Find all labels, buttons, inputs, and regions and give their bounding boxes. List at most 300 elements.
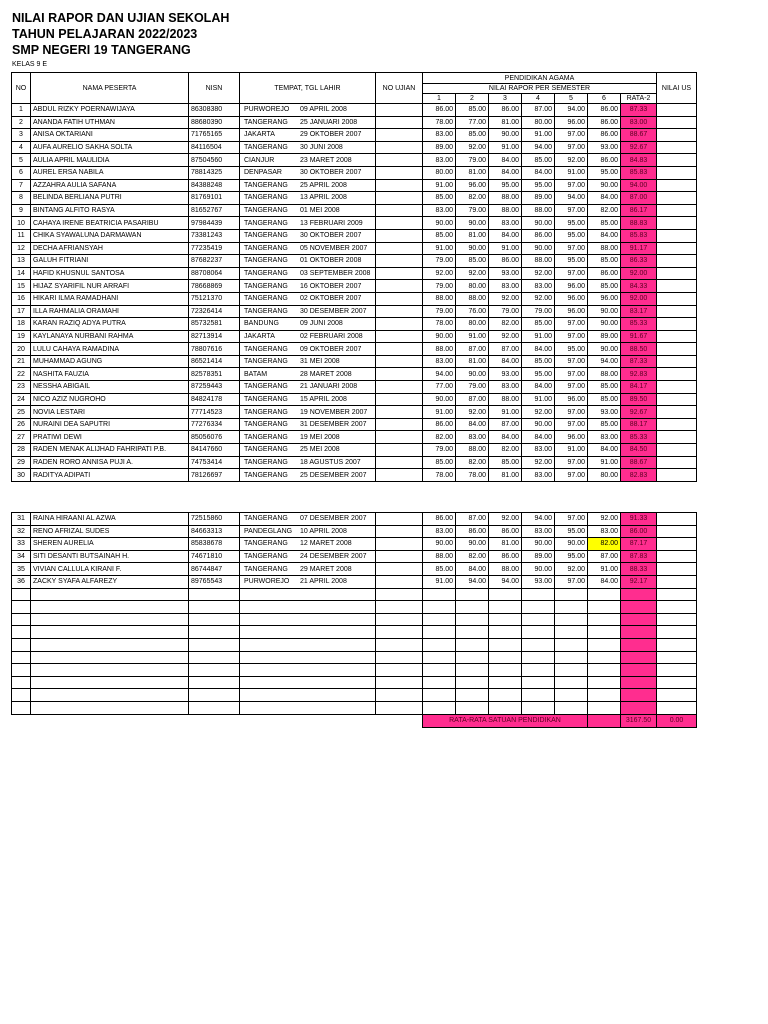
empty-cell[interactable] <box>423 676 456 689</box>
cell-nama[interactable]: ABDUL RIZKY POERNAWIJAYA <box>31 104 189 117</box>
cell-tempat-tgl-lahir[interactable] <box>240 192 376 205</box>
cell-tempat-tgl-lahir[interactable] <box>240 229 376 242</box>
cell-nilai-us[interactable] <box>657 355 697 368</box>
cell-nama[interactable]: SHEREN AURELIA <box>31 538 189 551</box>
cell-no[interactable]: 31 <box>12 513 31 526</box>
empty-cell[interactable] <box>12 601 31 614</box>
cell-nama[interactable]: LULU CAHAYA RAMADINA <box>31 343 189 356</box>
cell-semester-3[interactable]: 93.00 <box>489 267 522 280</box>
empty-cell[interactable] <box>588 626 621 639</box>
cell-no[interactable]: 26 <box>12 418 31 431</box>
cell-semester-5[interactable]: 96.00 <box>555 305 588 318</box>
cell-semester-4[interactable]: 84.00 <box>522 166 555 179</box>
cell-semester-3[interactable]: 87.00 <box>489 343 522 356</box>
cell-nisn[interactable]: 82713914 <box>189 330 240 343</box>
empty-cell[interactable] <box>522 701 555 714</box>
cell-nama[interactable]: BINTANG ALFITO RASYA <box>31 204 189 217</box>
empty-cell[interactable] <box>522 588 555 601</box>
cell-nama[interactable]: RADITYA ADIPATI <box>31 469 189 482</box>
cell-nisn[interactable]: 77714523 <box>189 406 240 419</box>
cell-rata[interactable]: 92.00 <box>621 267 657 280</box>
empty-cell[interactable] <box>621 601 657 614</box>
cell-semester-3[interactable]: 84.00 <box>489 229 522 242</box>
cell-semester-4[interactable]: 85.00 <box>522 355 555 368</box>
empty-cell[interactable] <box>189 701 240 714</box>
cell-nama[interactable]: NESSHA ABIGAIL <box>31 381 189 394</box>
cell-nisn[interactable]: 75121370 <box>189 292 240 305</box>
cell-no-ujian[interactable] <box>376 431 423 444</box>
cell-no-ujian[interactable] <box>376 141 423 154</box>
cell-semester-6[interactable]: 84.00 <box>588 229 621 242</box>
cell-tempat-tgl-lahir[interactable] <box>240 381 376 394</box>
cell-semester-1[interactable]: 92.00 <box>423 267 456 280</box>
cell-nisn[interactable]: 72326414 <box>189 305 240 318</box>
cell-no[interactable]: 32 <box>12 525 31 538</box>
cell-no-ujian[interactable] <box>376 456 423 469</box>
cell-semester-1[interactable]: 91.00 <box>423 575 456 588</box>
cell-tempat-tgl-lahir[interactable] <box>240 456 376 469</box>
cell-no[interactable]: 36 <box>12 575 31 588</box>
empty-cell[interactable] <box>522 676 555 689</box>
empty-cell[interactable] <box>240 626 376 639</box>
cell-nilai-us[interactable] <box>657 406 697 419</box>
cell-semester-1[interactable]: 83.00 <box>423 355 456 368</box>
cell-no-ujian[interactable] <box>376 563 423 576</box>
cell-semester-3[interactable]: 86.00 <box>489 525 522 538</box>
cell-semester-6[interactable]: 92.00 <box>588 513 621 526</box>
cell-tempat-tgl-lahir[interactable] <box>240 292 376 305</box>
cell-no[interactable]: 5 <box>12 154 31 167</box>
cell-tempat-tgl-lahir[interactable] <box>240 444 376 457</box>
cell-no[interactable]: 7 <box>12 179 31 192</box>
cell-no[interactable]: 24 <box>12 393 31 406</box>
cell-no-ujian[interactable] <box>376 280 423 293</box>
cell-semester-2[interactable]: 90.00 <box>456 368 489 381</box>
cell-rata[interactable]: 92.00 <box>621 292 657 305</box>
empty-cell[interactable] <box>456 588 489 601</box>
empty-cell[interactable] <box>189 613 240 626</box>
cell-tempat-tgl-lahir[interactable] <box>240 166 376 179</box>
cell-semester-2[interactable]: 87.00 <box>456 343 489 356</box>
cell-nisn[interactable]: 84663313 <box>189 525 240 538</box>
cell-semester-3[interactable]: 83.00 <box>489 217 522 230</box>
empty-cell[interactable] <box>555 676 588 689</box>
empty-cell[interactable] <box>376 689 423 702</box>
cell-semester-2[interactable]: 82.00 <box>456 192 489 205</box>
cell-semester-3[interactable]: 84.00 <box>489 154 522 167</box>
cell-semester-3[interactable]: 81.00 <box>489 469 522 482</box>
cell-no-ujian[interactable] <box>376 538 423 551</box>
cell-nilai-us[interactable] <box>657 513 697 526</box>
empty-cell[interactable] <box>240 613 376 626</box>
cell-nisn[interactable]: 86521414 <box>189 355 240 368</box>
cell-nisn[interactable]: 85732581 <box>189 318 240 331</box>
empty-cell[interactable] <box>423 613 456 626</box>
cell-semester-5[interactable]: 96.00 <box>555 431 588 444</box>
cell-nama[interactable]: RAINA HIRAANI AL AZWA <box>31 513 189 526</box>
cell-no-ujian[interactable] <box>376 292 423 305</box>
cell-nilai-us[interactable] <box>657 368 697 381</box>
cell-semester-6[interactable]: 95.00 <box>588 166 621 179</box>
cell-nama[interactable]: AZZAHRA AULIA SAFANA <box>31 179 189 192</box>
cell-no-ujian[interactable] <box>376 368 423 381</box>
cell-no-ujian[interactable] <box>376 129 423 142</box>
cell-semester-6[interactable]: 85.00 <box>588 418 621 431</box>
cell-semester-2[interactable]: 83.00 <box>456 431 489 444</box>
empty-cell[interactable] <box>376 601 423 614</box>
cell-nilai-us[interactable] <box>657 305 697 318</box>
cell-semester-3[interactable]: 95.00 <box>489 179 522 192</box>
cell-nilai-us[interactable] <box>657 343 697 356</box>
empty-cell[interactable] <box>522 638 555 651</box>
empty-cell[interactable] <box>588 588 621 601</box>
cell-no-ujian[interactable] <box>376 418 423 431</box>
cell-no[interactable]: 30 <box>12 469 31 482</box>
empty-cell[interactable] <box>657 626 697 639</box>
cell-nilai-us[interactable] <box>657 141 697 154</box>
cell-semester-2[interactable]: 85.00 <box>456 104 489 117</box>
empty-cell[interactable] <box>240 588 376 601</box>
cell-semester-3[interactable]: 83.00 <box>489 280 522 293</box>
empty-cell[interactable] <box>588 664 621 677</box>
cell-tempat-tgl-lahir[interactable] <box>240 204 376 217</box>
cell-nama[interactable]: NURAINI DEA SAPUTRI <box>31 418 189 431</box>
empty-cell[interactable] <box>240 701 376 714</box>
cell-nisn[interactable]: 88708064 <box>189 267 240 280</box>
cell-semester-5[interactable]: 97.00 <box>555 456 588 469</box>
cell-no[interactable]: 6 <box>12 166 31 179</box>
cell-nisn[interactable]: 78126697 <box>189 469 240 482</box>
cell-semester-4[interactable]: 84.00 <box>522 431 555 444</box>
cell-semester-1[interactable]: 89.00 <box>423 141 456 154</box>
empty-cell[interactable] <box>189 601 240 614</box>
empty-cell[interactable] <box>240 664 376 677</box>
cell-semester-4[interactable]: 85.00 <box>522 154 555 167</box>
cell-semester-6[interactable]: 90.00 <box>588 179 621 192</box>
cell-semester-6[interactable]: 80.00 <box>588 469 621 482</box>
cell-no-ujian[interactable] <box>376 255 423 268</box>
cell-semester-1[interactable]: 91.00 <box>423 406 456 419</box>
empty-cell[interactable] <box>456 638 489 651</box>
cell-no-ujian[interactable] <box>376 550 423 563</box>
cell-semester-6[interactable]: 83.00 <box>588 525 621 538</box>
cell-semester-3[interactable]: 83.00 <box>489 381 522 394</box>
empty-cell[interactable] <box>456 689 489 702</box>
cell-tempat-tgl-lahir[interactable] <box>240 141 376 154</box>
cell-nilai-us[interactable] <box>657 229 697 242</box>
cell-nisn[interactable]: 78668869 <box>189 280 240 293</box>
cell-semester-5[interactable]: 97.00 <box>555 267 588 280</box>
cell-semester-6[interactable]: 84.00 <box>588 575 621 588</box>
cell-no[interactable]: 8 <box>12 192 31 205</box>
cell-semester-4[interactable]: 83.00 <box>522 444 555 457</box>
cell-no-ujian[interactable] <box>376 267 423 280</box>
cell-tempat-tgl-lahir[interactable] <box>240 368 376 381</box>
cell-nisn[interactable]: 88680390 <box>189 116 240 129</box>
empty-cell[interactable] <box>376 664 423 677</box>
cell-semester-2[interactable]: 92.00 <box>456 141 489 154</box>
cell-nilai-us[interactable] <box>657 242 697 255</box>
cell-no-ujian[interactable] <box>376 525 423 538</box>
cell-semester-4[interactable]: 85.00 <box>522 318 555 331</box>
empty-cell[interactable] <box>189 638 240 651</box>
empty-cell[interactable] <box>12 676 31 689</box>
cell-semester-4[interactable]: 90.00 <box>522 418 555 431</box>
cell-semester-5[interactable]: 97.00 <box>555 242 588 255</box>
cell-semester-1[interactable]: 83.00 <box>423 154 456 167</box>
cell-nama[interactable]: ANANDA FATIH UTHMAN <box>31 116 189 129</box>
empty-cell[interactable] <box>189 588 240 601</box>
empty-cell[interactable] <box>456 626 489 639</box>
cell-nilai-us[interactable] <box>657 393 697 406</box>
cell-rata[interactable]: 92.67 <box>621 141 657 154</box>
cell-tempat-tgl-lahir[interactable] <box>240 255 376 268</box>
cell-no-ujian[interactable] <box>376 355 423 368</box>
empty-cell[interactable] <box>376 588 423 601</box>
cell-semester-4[interactable]: 90.00 <box>522 217 555 230</box>
cell-semester-6[interactable]: 82.00 <box>588 204 621 217</box>
cell-semester-2[interactable]: 96.00 <box>456 179 489 192</box>
cell-nisn[interactable]: 78807616 <box>189 343 240 356</box>
cell-nama[interactable]: HIKARI ILMA RAMADHANI <box>31 292 189 305</box>
cell-nama[interactable]: ZACKY SYAFA ALFAREZY <box>31 575 189 588</box>
cell-no[interactable]: 33 <box>12 538 31 551</box>
cell-semester-2[interactable]: 81.00 <box>456 229 489 242</box>
cell-semester-1[interactable]: 82.00 <box>423 431 456 444</box>
empty-cell[interactable] <box>588 689 621 702</box>
cell-semester-3[interactable]: 86.00 <box>489 104 522 117</box>
cell-semester-3[interactable]: 88.00 <box>489 563 522 576</box>
cell-nama[interactable]: HIJAZ SYARIFIL NUR ARRAFI <box>31 280 189 293</box>
cell-semester-1[interactable]: 86.00 <box>423 513 456 526</box>
cell-semester-2[interactable]: 77.00 <box>456 116 489 129</box>
cell-semester-5[interactable]: 97.00 <box>555 204 588 217</box>
empty-cell[interactable] <box>489 676 522 689</box>
cell-nisn[interactable]: 73381243 <box>189 229 240 242</box>
empty-cell[interactable] <box>189 651 240 664</box>
cell-no-ujian[interactable] <box>376 575 423 588</box>
cell-nisn[interactable]: 85056076 <box>189 431 240 444</box>
cell-semester-5[interactable]: 95.00 <box>555 255 588 268</box>
cell-tempat-tgl-lahir[interactable] <box>240 431 376 444</box>
cell-semester-1[interactable]: 86.00 <box>423 104 456 117</box>
cell-no[interactable]: 18 <box>12 318 31 331</box>
cell-semester-5[interactable]: 97.00 <box>555 575 588 588</box>
empty-cell[interactable] <box>456 676 489 689</box>
empty-cell[interactable] <box>240 638 376 651</box>
cell-nisn[interactable]: 77276334 <box>189 418 240 431</box>
cell-semester-5[interactable]: 91.00 <box>555 444 588 457</box>
cell-tempat-tgl-lahir[interactable] <box>240 179 376 192</box>
empty-cell[interactable] <box>621 613 657 626</box>
cell-nilai-us[interactable] <box>657 255 697 268</box>
empty-cell[interactable] <box>555 626 588 639</box>
cell-semester-2[interactable]: 87.00 <box>456 513 489 526</box>
cell-tempat-tgl-lahir[interactable] <box>240 406 376 419</box>
cell-nama[interactable]: AUREL ERSA NABILA <box>31 166 189 179</box>
cell-nisn[interactable]: 77235419 <box>189 242 240 255</box>
empty-cell[interactable] <box>555 613 588 626</box>
cell-no[interactable]: 11 <box>12 229 31 242</box>
cell-semester-3[interactable]: 91.00 <box>489 141 522 154</box>
empty-cell[interactable] <box>240 651 376 664</box>
cell-semester-3[interactable]: 87.00 <box>489 418 522 431</box>
cell-semester-5[interactable]: 95.00 <box>555 525 588 538</box>
cell-nilai-us[interactable] <box>657 330 697 343</box>
empty-cell[interactable] <box>621 588 657 601</box>
cell-rata[interactable]: 85.83 <box>621 166 657 179</box>
empty-cell[interactable] <box>522 689 555 702</box>
summary-total[interactable]: 3167.50 <box>621 714 657 727</box>
empty-cell[interactable] <box>489 588 522 601</box>
cell-rata[interactable]: 85.83 <box>621 229 657 242</box>
cell-semester-1[interactable]: 90.00 <box>423 393 456 406</box>
cell-tempat-tgl-lahir[interactable] <box>240 355 376 368</box>
cell-semester-4[interactable]: 94.00 <box>522 141 555 154</box>
cell-semester-2[interactable]: 82.00 <box>456 550 489 563</box>
cell-no-ujian[interactable] <box>376 318 423 331</box>
cell-rata[interactable]: 91.33 <box>621 513 657 526</box>
cell-nama[interactable]: PRATIWI DEWI <box>31 431 189 444</box>
cell-no-ujian[interactable] <box>376 444 423 457</box>
cell-semester-2[interactable]: 90.00 <box>456 217 489 230</box>
cell-nama[interactable]: SITI DESANTI BUTSAINAH H. <box>31 550 189 563</box>
cell-semester-6[interactable]: 85.00 <box>588 217 621 230</box>
cell-semester-6[interactable]: 85.00 <box>588 280 621 293</box>
empty-cell[interactable] <box>31 601 189 614</box>
cell-no-ujian[interactable] <box>376 305 423 318</box>
empty-cell[interactable] <box>489 626 522 639</box>
cell-rata[interactable]: 88.67 <box>621 129 657 142</box>
cell-rata[interactable]: 88.17 <box>621 418 657 431</box>
cell-rata[interactable]: 88.83 <box>621 217 657 230</box>
empty-cell[interactable] <box>12 651 31 664</box>
cell-semester-6[interactable]: 86.00 <box>588 129 621 142</box>
cell-rata[interactable]: 87.33 <box>621 104 657 117</box>
cell-nama[interactable]: KAYLANAYA NURBANI RAHMA <box>31 330 189 343</box>
cell-rata[interactable]: 86.00 <box>621 525 657 538</box>
cell-semester-1[interactable]: 83.00 <box>423 129 456 142</box>
empty-cell[interactable] <box>376 626 423 639</box>
cell-nisn[interactable]: 82578351 <box>189 368 240 381</box>
cell-semester-3[interactable]: 85.00 <box>489 456 522 469</box>
empty-cell[interactable] <box>12 638 31 651</box>
empty-cell[interactable] <box>189 689 240 702</box>
cell-nama[interactable]: AULIA APRIL MAULIDIA <box>31 154 189 167</box>
cell-semester-1[interactable]: 79.00 <box>423 305 456 318</box>
cell-nilai-us[interactable] <box>657 217 697 230</box>
cell-nama[interactable]: RADEN RORO ANNISA PUJI A. <box>31 456 189 469</box>
cell-semester-3[interactable]: 79.00 <box>489 305 522 318</box>
cell-semester-5[interactable]: 97.00 <box>555 368 588 381</box>
cell-semester-5[interactable]: 95.00 <box>555 343 588 356</box>
cell-nilai-us[interactable] <box>657 431 697 444</box>
cell-semester-2[interactable]: 85.00 <box>456 129 489 142</box>
cell-no[interactable]: 2 <box>12 116 31 129</box>
cell-rata[interactable]: 86.33 <box>621 255 657 268</box>
cell-no[interactable]: 16 <box>12 292 31 305</box>
cell-tempat-tgl-lahir[interactable] <box>240 343 376 356</box>
cell-semester-4[interactable]: 87.00 <box>522 104 555 117</box>
cell-nama[interactable]: GALUH FITRIANI <box>31 255 189 268</box>
cell-semester-3[interactable]: 82.00 <box>489 444 522 457</box>
empty-cell[interactable] <box>657 638 697 651</box>
cell-semester-1[interactable]: 90.00 <box>423 330 456 343</box>
empty-cell[interactable] <box>376 701 423 714</box>
cell-semester-2[interactable]: 84.00 <box>456 418 489 431</box>
cell-semester-5[interactable]: 91.00 <box>555 166 588 179</box>
cell-semester-3[interactable]: 88.00 <box>489 393 522 406</box>
cell-semester-4[interactable]: 80.00 <box>522 116 555 129</box>
cell-nama[interactable]: ILLA RAHMALIA ORAMAHI <box>31 305 189 318</box>
cell-semester-2[interactable]: 81.00 <box>456 355 489 368</box>
cell-no-ujian[interactable] <box>376 343 423 356</box>
cell-rata[interactable]: 84.17 <box>621 381 657 394</box>
empty-cell[interactable] <box>621 689 657 702</box>
cell-semester-5[interactable]: 95.00 <box>555 550 588 563</box>
empty-cell[interactable] <box>657 601 697 614</box>
cell-no[interactable]: 28 <box>12 444 31 457</box>
cell-no[interactable]: 4 <box>12 141 31 154</box>
empty-cell[interactable] <box>555 651 588 664</box>
cell-nama[interactable]: KARAN RAZIQ ADYA PUTRA <box>31 318 189 331</box>
cell-semester-4[interactable]: 92.00 <box>522 292 555 305</box>
cell-semester-5[interactable]: 97.00 <box>555 513 588 526</box>
empty-cell[interactable] <box>621 676 657 689</box>
cell-nisn[interactable]: 84824178 <box>189 393 240 406</box>
cell-semester-1[interactable]: 90.00 <box>423 217 456 230</box>
empty-cell[interactable] <box>423 588 456 601</box>
cell-semester-1[interactable]: 79.00 <box>423 444 456 457</box>
cell-semester-6[interactable]: 89.00 <box>588 330 621 343</box>
cell-nisn[interactable]: 78814325 <box>189 166 240 179</box>
cell-semester-2[interactable]: 79.00 <box>456 154 489 167</box>
cell-semester-5[interactable]: 97.00 <box>555 418 588 431</box>
empty-cell[interactable] <box>489 651 522 664</box>
cell-semester-1[interactable]: 85.00 <box>423 563 456 576</box>
cell-semester-4[interactable]: 95.00 <box>522 368 555 381</box>
cell-no-ujian[interactable] <box>376 204 423 217</box>
empty-cell[interactable] <box>189 664 240 677</box>
cell-rata[interactable]: 91.17 <box>621 242 657 255</box>
cell-semester-1[interactable]: 85.00 <box>423 456 456 469</box>
cell-semester-5[interactable]: 92.00 <box>555 563 588 576</box>
empty-cell[interactable] <box>240 601 376 614</box>
cell-semester-2[interactable]: 91.00 <box>456 330 489 343</box>
cell-rata[interactable]: 92.67 <box>621 406 657 419</box>
cell-semester-5[interactable]: 97.00 <box>555 141 588 154</box>
cell-semester-5[interactable]: 97.00 <box>555 469 588 482</box>
cell-no-ujian[interactable] <box>376 179 423 192</box>
cell-semester-5[interactable]: 97.00 <box>555 179 588 192</box>
cell-no-ujian[interactable] <box>376 116 423 129</box>
cell-semester-3[interactable]: 86.00 <box>489 255 522 268</box>
empty-cell[interactable] <box>588 651 621 664</box>
cell-semester-2[interactable]: 94.00 <box>456 575 489 588</box>
cell-nisn[interactable]: 81769101 <box>189 192 240 205</box>
cell-no-ujian[interactable] <box>376 192 423 205</box>
cell-semester-4[interactable]: 90.00 <box>522 538 555 551</box>
empty-cell[interactable] <box>657 701 697 714</box>
cell-semester-1[interactable]: 83.00 <box>423 204 456 217</box>
cell-nilai-us[interactable] <box>657 418 697 431</box>
cell-rata[interactable]: 86.17 <box>621 204 657 217</box>
cell-semester-4[interactable]: 88.00 <box>522 204 555 217</box>
cell-semester-1[interactable]: 88.00 <box>423 550 456 563</box>
cell-nama[interactable]: ANISA OKTARIANI <box>31 129 189 142</box>
cell-no-ujian[interactable] <box>376 393 423 406</box>
cell-no-ujian[interactable] <box>376 104 423 117</box>
